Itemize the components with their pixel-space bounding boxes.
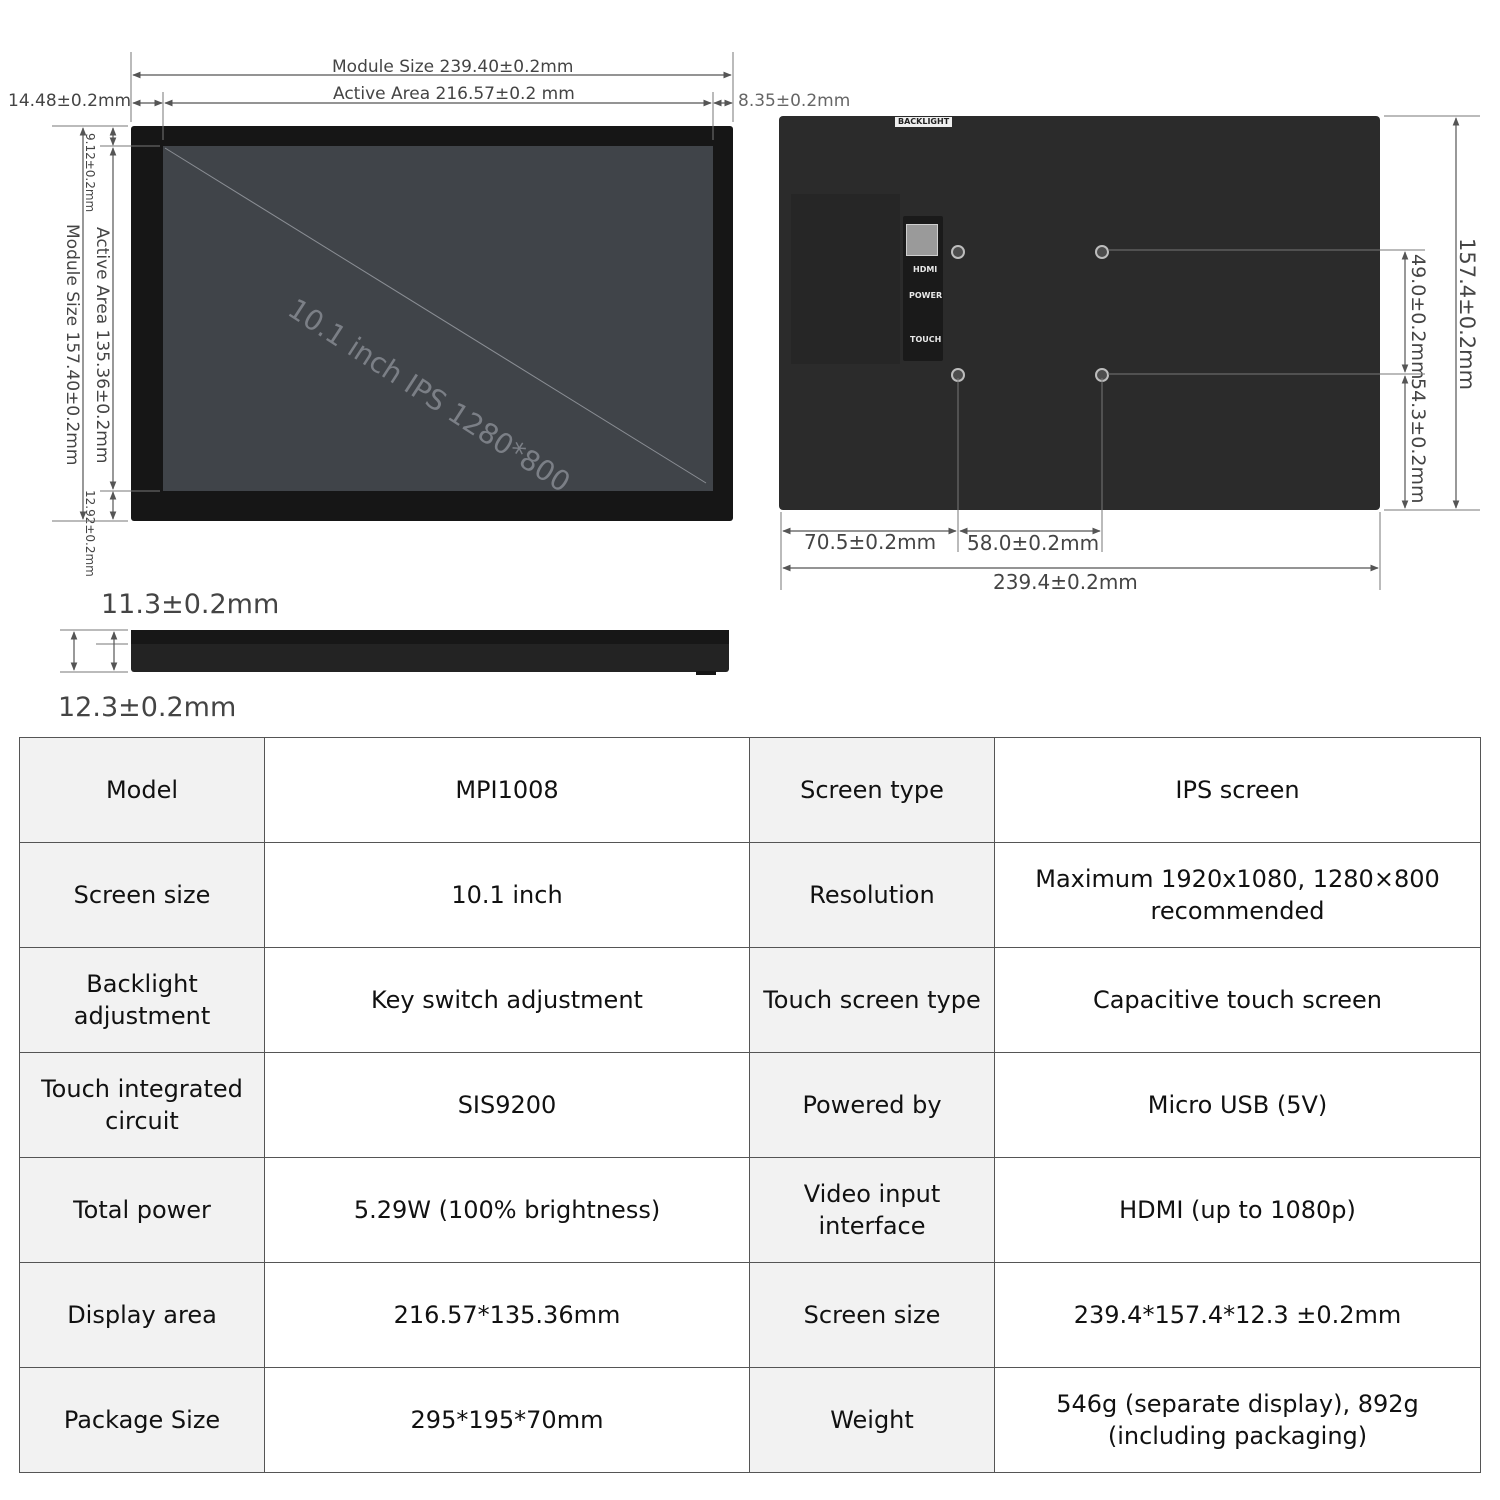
hole-spacing-x-label: 58.0±0.2mm: [967, 531, 1100, 555]
back-total-height-label: 157.4±0.2mm: [1455, 238, 1479, 391]
back-total-width-label: 239.4±0.2mm: [993, 570, 1138, 594]
hdmi-port-label: HDMI: [913, 265, 938, 274]
spec-value: Capacitive touch screen: [995, 948, 1481, 1053]
spec-value: IPS screen: [995, 738, 1481, 843]
spec-label: Model: [20, 738, 265, 843]
backlight-label: BACKLIGHT: [895, 117, 952, 127]
spec-label: Touch screen type: [750, 948, 995, 1053]
table-row: [20, 1368, 1481, 1473]
spec-value: MPI1008: [265, 738, 750, 843]
spec-value: 295*195*70mm: [265, 1368, 750, 1473]
spec-value: 10.1 inch: [265, 843, 750, 948]
spec-label: Package Size: [20, 1368, 265, 1473]
spec-label: Screen size: [750, 1263, 995, 1368]
touch-port-label: TOUCH: [910, 335, 942, 344]
spec-label: Total power: [20, 1158, 265, 1263]
spec-value: 216.57*135.36mm: [265, 1263, 750, 1368]
spec-value: SIS9200: [265, 1053, 750, 1158]
table-row: [20, 738, 1481, 843]
right-margin-label: 8.35±0.2mm: [738, 91, 851, 111]
active-height-label: Active Area 135.36±0.2mm: [92, 227, 112, 464]
spec-label: Screen size: [20, 843, 265, 948]
spec-label: Video input interface: [750, 1158, 995, 1263]
active-width-label: Active Area 216.57±0.2 mm: [333, 84, 575, 104]
spec-value: 239.4*157.4*12.3 ±0.2mm: [995, 1263, 1481, 1368]
bottom-margin-label: 12.92±0.2mm: [83, 490, 97, 577]
dimension-lines: [0, 0, 1500, 735]
spec-value: Micro USB (5V): [995, 1053, 1481, 1158]
table-row: [20, 1263, 1481, 1368]
spec-value: Maximum 1920x1080, 1280×800 recommended: [995, 843, 1481, 948]
table-row: [20, 843, 1481, 948]
hole-spacing-y-label: 49.0±0.2mm: [1407, 254, 1429, 380]
spec-label: Display area: [20, 1263, 265, 1368]
spec-label: Touch integrated circuit: [20, 1053, 265, 1158]
spec-label: Resolution: [750, 843, 995, 948]
table-row: [20, 948, 1481, 1053]
hole-offset-x-label: 70.5±0.2mm: [804, 530, 937, 554]
panel-thickness-label: 11.3±0.2mm: [101, 589, 280, 620]
spec-label: Screen type: [750, 738, 995, 843]
spec-value: 5.29W (100% brightness): [265, 1158, 750, 1263]
spec-table: [19, 737, 1481, 1473]
spec-value: HDMI (up to 1080p): [995, 1158, 1481, 1263]
module-width-label: Module Size 239.40±0.2mm: [332, 57, 574, 77]
total-thickness-label: 12.3±0.2mm: [58, 692, 237, 723]
table-row: [20, 1158, 1481, 1263]
table-row: [20, 1053, 1481, 1158]
spec-label: Weight: [750, 1368, 995, 1473]
hole-offset-y-label: 54.3±0.2mm: [1407, 378, 1429, 504]
top-margin-label: 9.12±0.2mm: [83, 133, 97, 213]
spec-label: Powered by: [750, 1053, 995, 1158]
diagonal-label: 10.1 inch IPS 1280*800: [282, 292, 577, 500]
power-port-label: POWER: [909, 291, 943, 300]
module-height-label: Module Size 157.40±0.2mm: [62, 224, 82, 466]
spec-label: Backlight adjustment: [20, 948, 265, 1053]
spec-value: 546g (separate display), 892g (including packaging): [995, 1368, 1481, 1473]
left-margin-label: 14.48±0.2mm: [8, 91, 132, 111]
spec-value: Key switch adjustment: [265, 948, 750, 1053]
